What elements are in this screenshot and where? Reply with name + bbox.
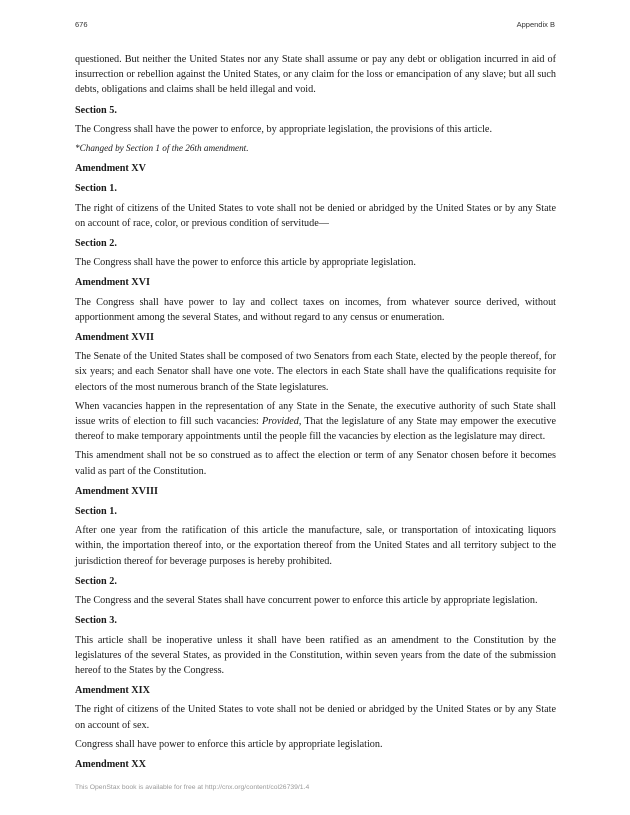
footnote: *Changed by Section 1 of the 26th amendment. [75, 143, 249, 154]
paragraph: The Congress shall have the power to enforce, by appropriate legislation, the provisions of this article. [75, 123, 493, 135]
page-footer: This OpenStax book is available for free at http://cnx.org/content/col26739/1.4 [75, 784, 310, 791]
section-heading: Section 2. [75, 238, 117, 250]
amendment-heading: Amendment XVI [75, 277, 150, 289]
amendment-heading: Amendment XVIII [75, 485, 158, 497]
page-body [75, 52, 556, 776]
paragraph [75, 399, 556, 445]
amendment-heading: Amendment XVII [75, 332, 154, 344]
section-heading: Section 5. [75, 104, 117, 116]
paragraph: This amendment shall not be so construed as to affect the election or term of any Senator chosen before it becomes valid as part of the Constitution. [75, 450, 556, 477]
section-heading: Section 3. [75, 615, 117, 627]
running-head: Appendix B [516, 20, 555, 29]
amendment-heading: Amendment XX [75, 758, 147, 770]
paragraph: This article shall be inoperative unless it shall have been ratified as an amendment to the Constitution by the legislatures of the several States, as provided in the Constitution, within seven years from the date of the submission hereof to the States by the Congress. [75, 634, 556, 676]
section-heading: Section 1. [75, 183, 117, 195]
paragraph: questioned. But neither the United States nor any State shall assume or pay any debt or obligation incurred in aid of insurrection or rebellion against the United States, or any claim for the loss or emancipation of any slave; but all such debts, obligations and claims shall be held illegal and void. [75, 54, 556, 96]
amendment-heading: Amendment XV [75, 163, 147, 175]
paragraph: The Senate of the United States shall be composed of two Senators from each State, elected by the people thereof, for six years; and each Senator shall have one vote. The electors in each State shall have the qualifications requisite for electors of the most numerous branch of the State legislatures. [75, 351, 556, 393]
section-heading: Section 2. [75, 575, 117, 587]
paragraph: The Congress shall have the power to enforce this article by appropriate legislation. [75, 257, 416, 269]
paragraph: After one year from the ratification of this article the manufacture, sale, or transportation of intoxicating liquors within, the importation thereof into, or the exportation thereof from the United States and all territory subject to the jurisdiction thereof for beverage purposes is hereby prohibited. [75, 525, 556, 567]
amendment-heading: Amendment XIX [75, 685, 150, 697]
page-number: 676 [75, 20, 88, 29]
italic-text: Provided [261, 416, 299, 428]
paragraph: The Congress shall have power to lay and collect taxes on incomes, from whatever source derived, without apportionment among the several States, and without regard to any census or enumeration. [75, 296, 556, 323]
page-header [75, 20, 555, 32]
paragraph: Congress shall have power to enforce this article by appropriate legislation. [75, 738, 383, 750]
section-heading: Section 1. [75, 506, 117, 518]
text-run: , That the legislature of any State may empower the executive thereof to make temporary appointments until the people fill the vacancies by election as the legislature may direct. [75, 416, 556, 443]
text-run: When vacancies happen in the representation of any State in the Senate, the executive authority of such State shall issue writs of election to fill such vacancies: [75, 400, 556, 428]
paragraph: The right of citizens of the United States to vote shall not be denied or abridged by the United States or by any State on account of race, color, or previous condition of servitude— [75, 202, 556, 229]
paragraph: The right of citizens of the United States to vote shall not be denied or abridged by the United States or by any State on account of sex. [75, 704, 556, 731]
paragraph: The Congress and the several States shall have concurrent power to enforce this article by appropriate legislation. [75, 595, 538, 607]
